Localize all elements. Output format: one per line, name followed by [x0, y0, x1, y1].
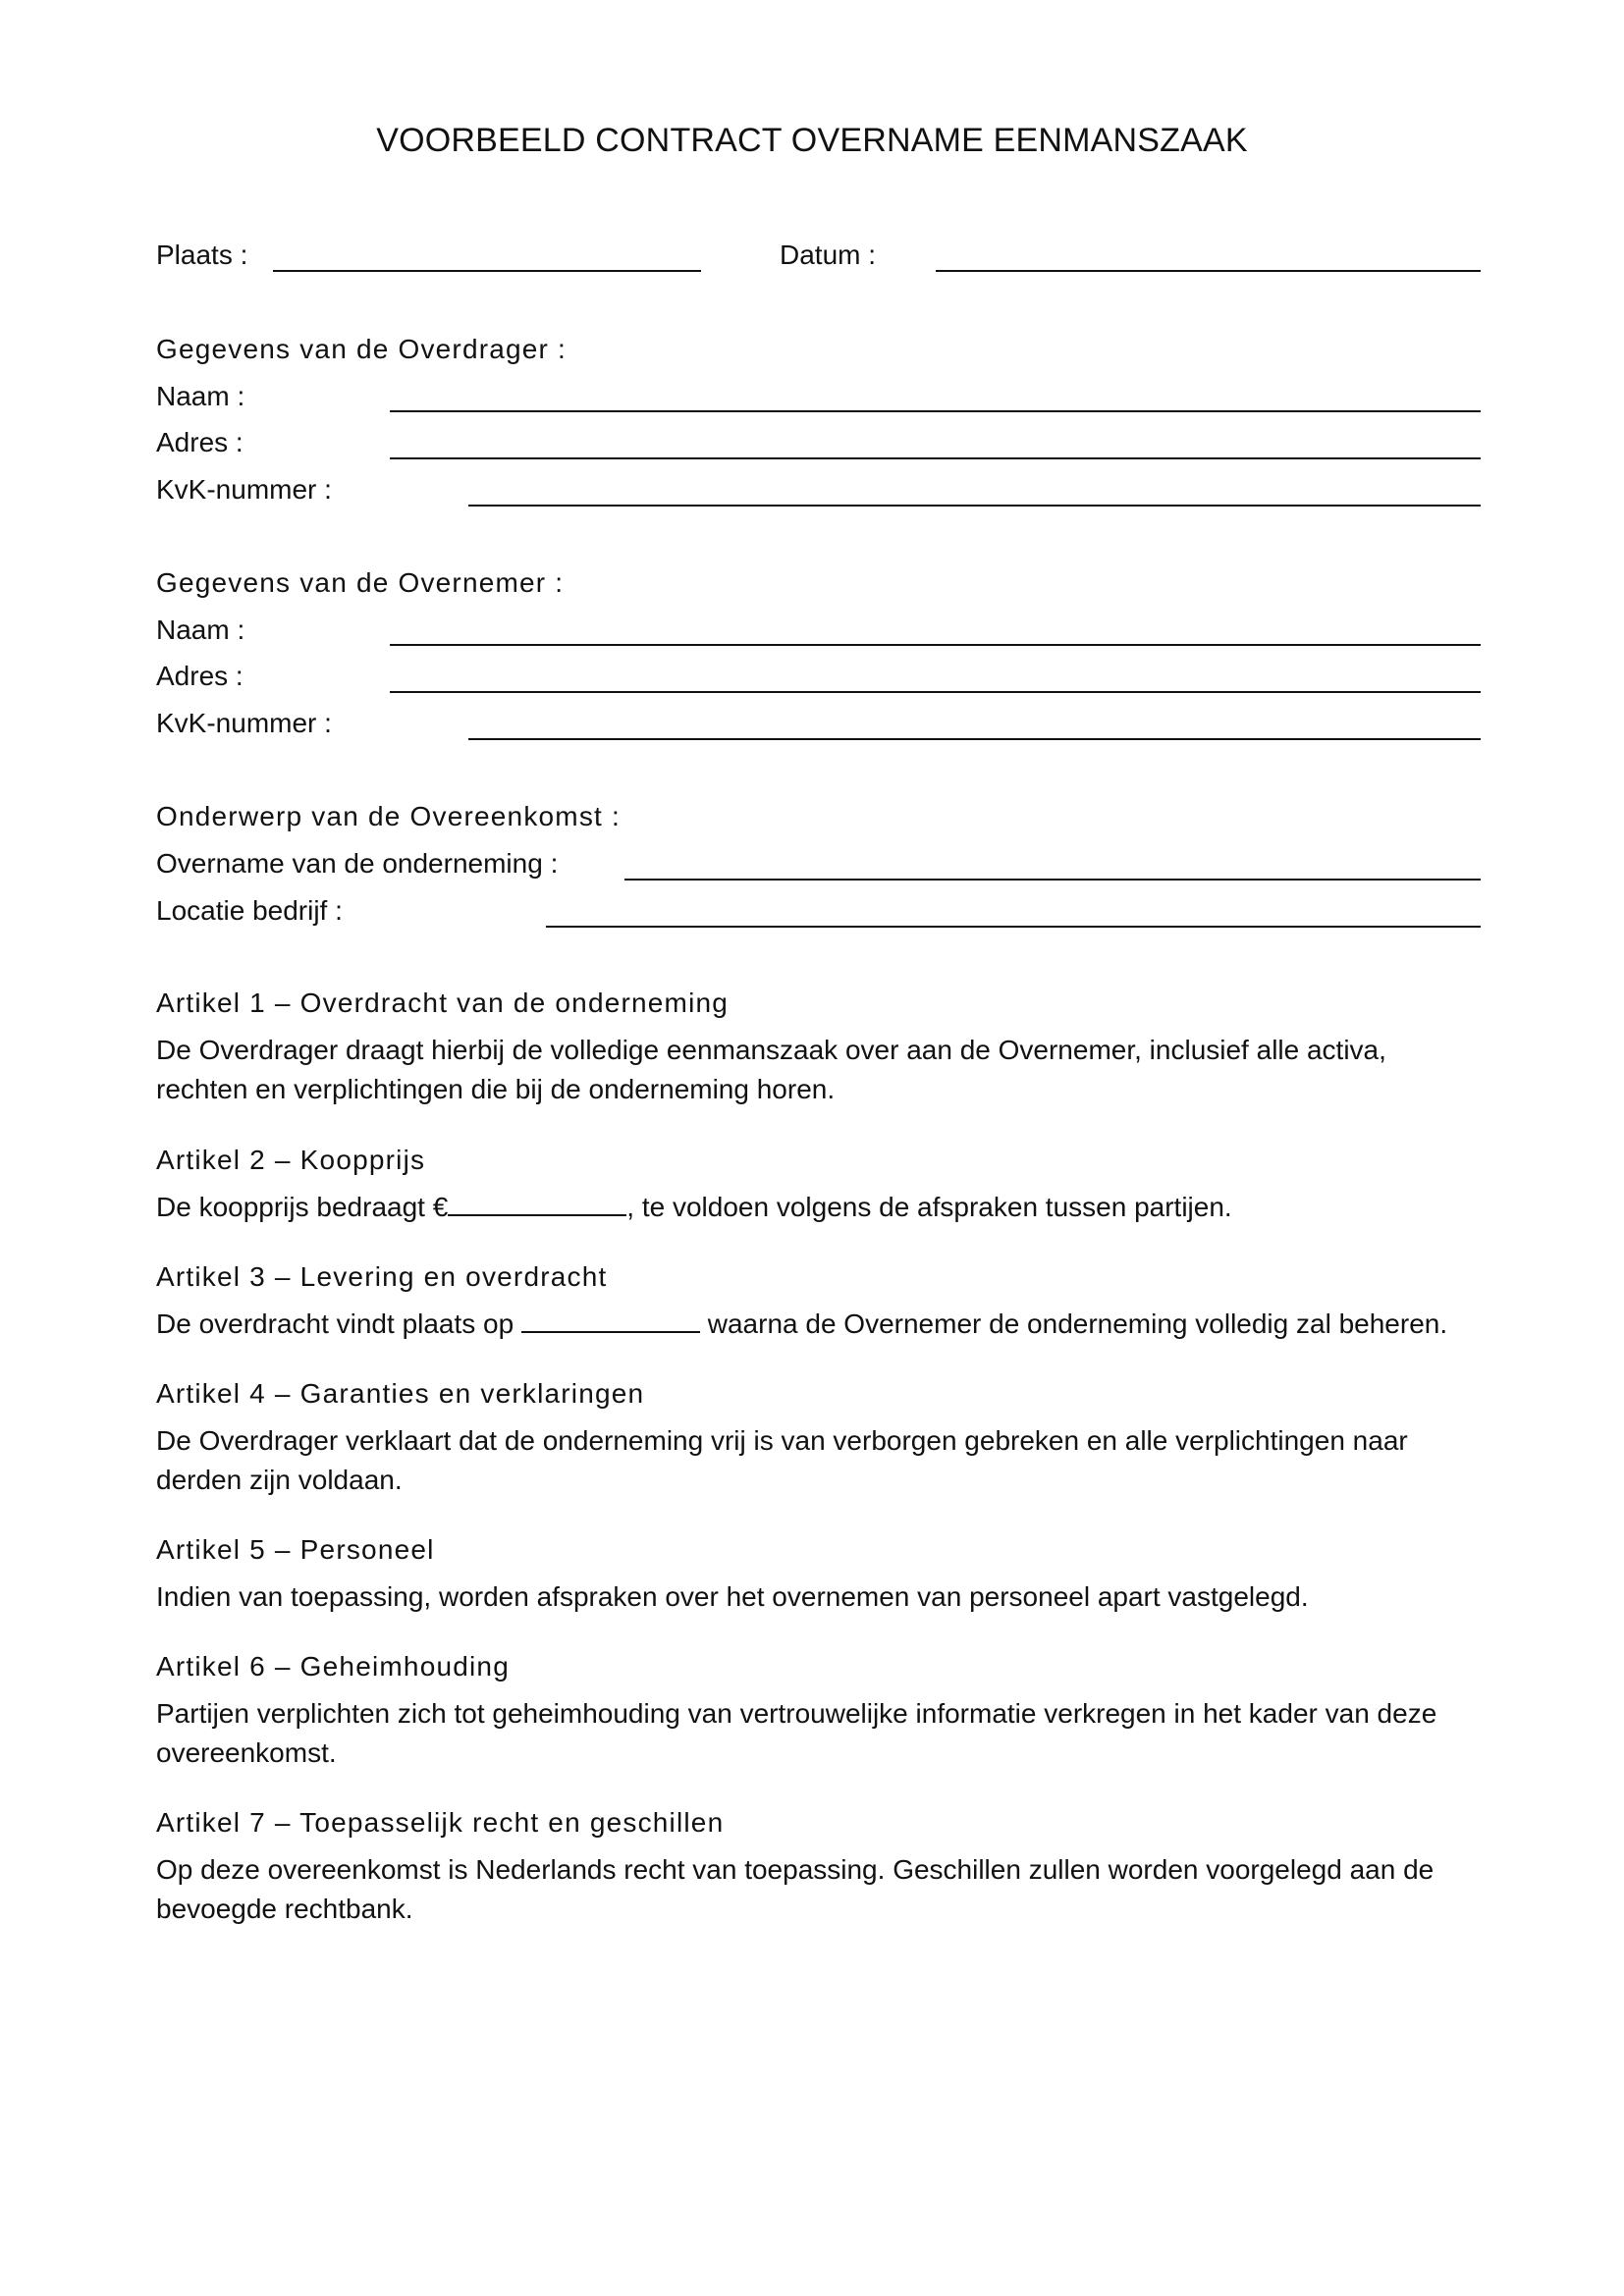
transferor-address-label: Adres : — [156, 427, 244, 457]
article-7-line-2: bevoegde rechtbank. — [156, 1894, 413, 1924]
location-label: Locatie bedrijf : — [156, 895, 343, 926]
article-6-line-2: overeenkomst. — [156, 1737, 337, 1768]
subject-heading: Onderwerp van de Overeenkomst : — [156, 801, 621, 831]
transferor-heading: Gegevens van de Overdrager : — [156, 334, 568, 364]
article-6-line-1: Partijen verplichten zich tot geheimhouding van vertrouwelijke informatie verkregen in het kader van deze — [156, 1698, 1437, 1729]
article-2-heading: Artikel 2 – Koopprijs — [156, 1145, 426, 1175]
article-1-line-1: De Overdrager draagt hierbij de volledige eenmanszaak over aan de Overnemer, inclusief alle activa, — [156, 1035, 1386, 1065]
price-blank[interactable] — [448, 1193, 626, 1216]
transferor-kvk-label: KvK-nummer : — [156, 474, 332, 505]
acquirer-address-label: Adres : — [156, 661, 244, 691]
article-4-line-2: derden zijn voldaan. — [156, 1465, 403, 1495]
acquirer-heading: Gegevens van de Overnemer : — [156, 567, 565, 598]
article-2-text-after: , te voldoen volgens de afspraken tussen partijen. — [626, 1192, 1232, 1222]
article-4-body — [156, 1421, 1491, 1500]
article-7-line-1: Op deze overeenkomst is Nederlands recht van toepassing. Geschillen zullen worden voorgelegd aan de — [156, 1854, 1435, 1885]
article-3-text-before: De overdracht vindt plaats op — [156, 1308, 521, 1339]
article-3-body — [156, 1305, 1491, 1344]
location-field[interactable] — [546, 926, 1481, 928]
article-1-body — [156, 1031, 1491, 1109]
takeover-label: Overname van de onderneming : — [156, 848, 559, 879]
article-5-heading: Artikel 5 – Personeel — [156, 1534, 435, 1565]
article-7-body — [156, 1850, 1491, 1929]
article-1-line-2: rechten en verplichtingen die bij de onderneming horen. — [156, 1074, 836, 1104]
article-2-body — [156, 1188, 1491, 1227]
transferor-kvk-field[interactable] — [468, 505, 1481, 507]
article-2-text-before: De koopprijs bedraagt € — [156, 1192, 449, 1222]
article-3-heading: Artikel 3 – Levering en overdracht — [156, 1261, 608, 1292]
transfer-date-blank[interactable] — [521, 1309, 700, 1333]
acquirer-name-field[interactable] — [390, 644, 1481, 646]
article-6-body — [156, 1694, 1491, 1773]
page-title: VOORBEELD CONTRACT OVERNAME EENMANSZAAK — [376, 122, 1248, 159]
article-4-line-1: De Overdrager verklaart dat de onderneming vrij is van verborgen gebreken en alle verplichtingen naar — [156, 1425, 1408, 1456]
acquirer-name-label: Naam : — [156, 614, 245, 645]
acquirer-kvk-field[interactable] — [468, 738, 1481, 740]
transferor-name-label: Naam : — [156, 381, 245, 411]
place-label: Plaats : — [156, 240, 248, 270]
article-5-body — [156, 1577, 1491, 1617]
date-label: Datum : — [780, 240, 877, 270]
place-field[interactable] — [273, 270, 701, 272]
article-4-heading: Artikel 4 – Garanties en verklaringen — [156, 1378, 645, 1409]
article-3-text-after: waarna de Overnemer de onderneming volledig zal beheren. — [699, 1308, 1448, 1339]
date-field[interactable] — [936, 270, 1481, 272]
transferor-address-field[interactable] — [390, 457, 1481, 459]
transferor-name-field[interactable] — [390, 410, 1481, 412]
article-5-line-1: Indien van toepassing, worden afspraken over het overnemen van personeel apart vastgelegd. — [156, 1581, 1309, 1612]
article-1-heading: Artikel 1 – Overdracht van de onderneming — [156, 988, 730, 1018]
article-6-heading: Artikel 6 – Geheimhouding — [156, 1651, 510, 1682]
article-7-heading: Artikel 7 – Toepasselijk recht en geschillen — [156, 1807, 725, 1838]
takeover-field[interactable] — [624, 879, 1481, 881]
acquirer-address-field[interactable] — [390, 691, 1481, 693]
acquirer-kvk-label: KvK-nummer : — [156, 708, 332, 738]
